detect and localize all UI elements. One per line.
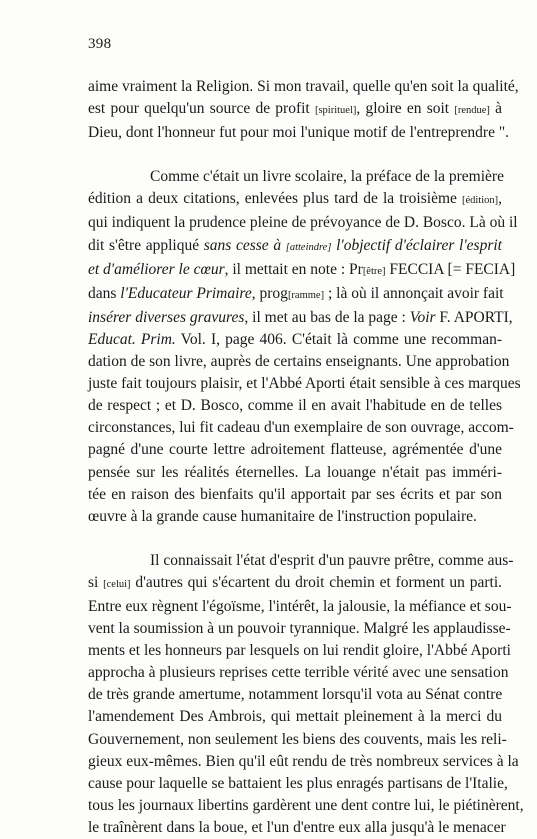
italic-text: l'objectif d'éclairer l'esprit — [331, 236, 502, 254]
text-line — [88, 684, 502, 706]
text-segment: si — [88, 573, 104, 591]
text-segment: Comme c'était un livre scolaire, la préface de la première — [150, 168, 504, 186]
text-segment: est pour quelqu'un source de profit — [88, 100, 315, 118]
text-segment: vent la soumission à un pouvoir tyrannique. Malgré les applaudisse- — [88, 620, 511, 638]
text-line — [88, 640, 511, 662]
text-segment: de respect ; et D. Bosco, comme il en avait l'habitude en de telles — [88, 397, 502, 415]
text-segment: approcha à plusieurs reprises cette terrible vérité avec une sensation — [88, 664, 509, 682]
text-line — [88, 373, 521, 395]
text-segment: tous les journaux libertins gardèrent une dent contre lui, le piétinèrent, — [88, 796, 524, 814]
text-segment: , — [498, 190, 502, 208]
text-segment: , prog — [251, 284, 288, 302]
text-line — [88, 329, 502, 351]
text-line — [88, 283, 502, 307]
text-segment: , gloire en soit — [356, 100, 455, 118]
text-segment: à — [489, 100, 502, 118]
editorial-insertion: [rendue] — [454, 105, 490, 117]
text-line — [88, 307, 513, 329]
text-segment: Gouvernement, non seulement les biens des couvents, mais les reli- — [88, 730, 507, 748]
text-segment: œuvre à la grande cause humanitaire de l'instruction populaire. — [88, 507, 477, 525]
italic-text: l'Educateur Primaire — [120, 284, 252, 302]
paragraph — [88, 166, 521, 528]
text-segment: qui indiquent la prudence pleine de prévoyance de D. Bosco. Là où il — [88, 214, 518, 232]
text-segment: cause pour laquelle se battaient les plus enragés partisans de l'Italie, — [88, 774, 508, 792]
text-line — [88, 76, 519, 98]
text-line — [88, 751, 519, 773]
text-segment: d'autres qui s'écartent du droit chemin et forment un parti. — [130, 573, 502, 591]
text-segment: pensée sur les réalités éternelles. La louange n'était pas imméri- — [88, 463, 502, 481]
text-segment: gieux eux-mêmes. Bien qu'il eût rendu de très nombreux services à la — [88, 752, 519, 770]
paragraph-gap — [88, 528, 502, 550]
text-segment: pagné d'une courte lettre adroitement flatteuse, agrémentée d'une — [88, 441, 502, 459]
text-segment: l'amendement Des Ambrois, qui mettait pleinement à la merci du — [88, 708, 502, 726]
text-segment: Vol. I, page 406. C'était là comme une recomman- — [175, 330, 503, 348]
text-line — [88, 235, 502, 259]
text-segment: , il met au bas de la page : — [244, 308, 410, 326]
text-line — [88, 395, 502, 417]
text-segment: tée en raison des bienfaits qu'il apportait par ses écrits et par son — [88, 485, 502, 503]
text-segment: Il connaissait l'état d'esprit d'un pauvre prêtre, comme aus- — [150, 551, 514, 569]
text-segment: , il mettait en note : Pr — [224, 260, 363, 278]
text-line — [88, 550, 514, 572]
text-segment: aime vraiment la Religion. Si mon travail, quelle qu'en soit la qualité, — [88, 78, 519, 95]
text-segment: dans — [88, 284, 121, 302]
text-line — [88, 572, 502, 596]
text-segment: Entre eux règnent l'égoïsme, l'intérêt, la jalousie, la méfiance et sou- — [88, 597, 512, 615]
text-line — [88, 259, 516, 283]
editorial-insertion: [atteindre] — [285, 241, 332, 253]
text-segment: FECCIA [= FECIA] — [385, 260, 516, 278]
italic-text: Educat. Prim. — [88, 330, 176, 348]
editorial-insertion: [spirituel] — [314, 105, 357, 117]
text-segment: Dieu, dont l'honneur fut pour moi l'unique motif de l'entreprendre ". — [88, 124, 510, 142]
text-line — [88, 188, 502, 212]
text-line — [88, 773, 508, 795]
italic-text: sans cesse à — [203, 236, 286, 254]
text-segment: ments et les honneurs par lesquels on lui rendit gloire, l'Abbé Aporti — [88, 642, 511, 660]
paragraph-gap — [88, 144, 502, 166]
text-segment: ; là où il annonçait avoir fait — [324, 284, 504, 302]
text-line — [88, 439, 502, 461]
text-line — [88, 596, 512, 618]
text-line — [88, 351, 510, 373]
text-line — [88, 122, 510, 144]
text-line — [88, 212, 518, 234]
text-line — [88, 662, 509, 684]
text-line — [88, 417, 514, 439]
editorial-insertion: [être] — [362, 265, 386, 277]
text-line — [88, 706, 502, 728]
editorial-insertion: [celui] — [103, 578, 131, 590]
text-segment: juste fait toujours plaisir, et l'Abbé Aporti était sensible à ces marques — [88, 375, 521, 393]
italic-text: et d'améliorer le cœur — [88, 260, 225, 278]
italic-text: Voir — [409, 308, 436, 326]
page-number: 398 — [88, 36, 112, 52]
body-text — [88, 76, 524, 839]
text-line — [88, 462, 502, 484]
text-segment: dation de son livre, auprès de certains enseignants. Une approbation — [88, 353, 510, 371]
text-line — [88, 506, 502, 528]
text-line — [88, 166, 502, 188]
editorial-insertion: [ramme] — [287, 289, 325, 301]
text-segment: dit s'être appliqué — [88, 236, 204, 254]
text-segment: le traînèrent dans la boue, et l'un d'entre eux alla jusqu'à le menacer — [88, 818, 506, 836]
paragraph — [88, 76, 519, 144]
paragraph — [88, 550, 524, 839]
editorial-insertion: [édition] — [461, 195, 499, 207]
text-segment: circonstances, lui fit cadeau d'un exemplaire de son ouvrage, accom- — [88, 419, 514, 437]
text-line — [88, 795, 524, 817]
text-line — [88, 98, 502, 122]
text-segment: de très grande amertume, notamment lorsqu'il vota au Sénat contre — [88, 686, 503, 704]
text-line — [88, 729, 507, 751]
text-line — [88, 484, 502, 506]
text-line — [88, 618, 511, 640]
text-segment: F. APORTI, — [435, 308, 513, 326]
italic-text: insérer diverses gravures — [88, 308, 245, 326]
text-segment: édition a deux citations, enlevées plus tard de la troisième — [88, 190, 462, 208]
